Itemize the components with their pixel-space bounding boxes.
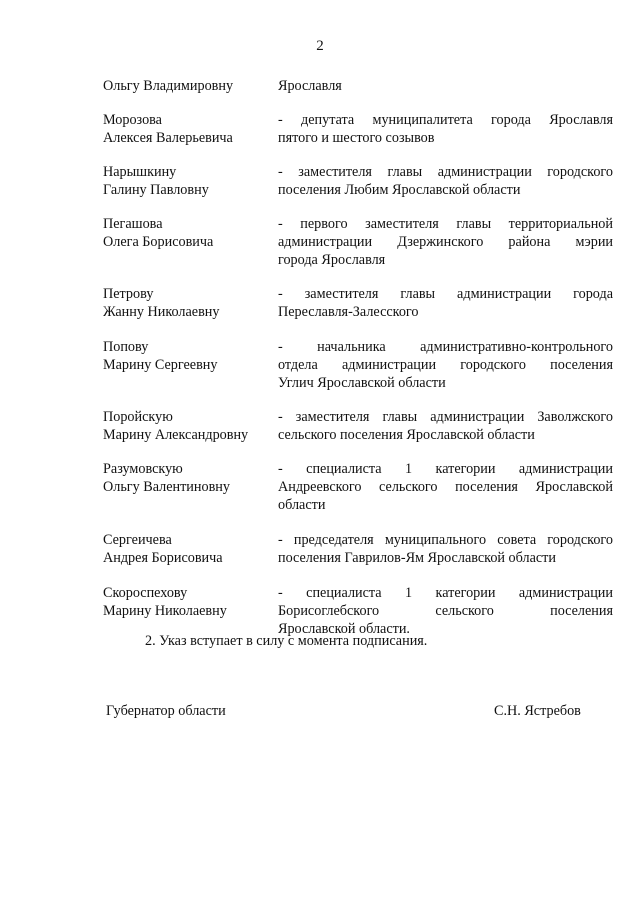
entry-position-line: Ярославля [278, 78, 342, 94]
entry-position-line: поселения Любим Ярославской области [278, 182, 521, 198]
entry-position-line: - первого заместителя главы территориальной [278, 216, 613, 232]
entry-row [103, 531, 613, 567]
entry-name [103, 408, 278, 444]
entry-position-line: города Ярославля [278, 252, 386, 268]
entry-row [103, 460, 613, 514]
entry-name-line: Алексея Валерьевича [103, 130, 233, 146]
entry-position-line: - специалиста 1 категории администрации [278, 461, 613, 477]
entry-position [278, 215, 613, 269]
entry-position [278, 285, 613, 321]
entry-position-line: Ярославской области. [278, 621, 410, 637]
appointee-list [103, 61, 613, 638]
entry-name-line: Морозова [103, 112, 162, 128]
entry-name-line: Марину Александровну [103, 427, 249, 443]
entry-name-line: Ольгу Валентиновну [103, 479, 230, 495]
entry-position [278, 460, 613, 514]
signatory-title: Губернатор области [106, 703, 226, 719]
entry-position [278, 77, 613, 95]
entry-position [278, 531, 613, 567]
entry-name [103, 584, 278, 620]
entry-position-line: пятого и шестого созывов [278, 130, 435, 146]
page-number: 2 [316, 38, 324, 54]
entry-name [103, 460, 278, 496]
entry-position-line: Андреевского сельского поселения Ярославской [278, 479, 613, 495]
entry-position-line: - заместителя главы администрации городского [278, 164, 613, 180]
entry-position-line: - председателя муниципального совета городского [278, 532, 613, 548]
entry-position-line: - заместителя главы администрации города [278, 286, 613, 302]
entry-position-line: отдела администрации городского поселения [278, 357, 613, 373]
entry-name [103, 77, 278, 95]
entry-name [103, 163, 278, 199]
entry-position-line: Углич Ярославской области [278, 375, 446, 391]
entry-name-line: Галину Павловну [103, 182, 209, 198]
entry-name-line: Скороспехову [103, 585, 188, 601]
entry-position-line: Борисоглебского сельского поселения [278, 603, 613, 619]
entry-row [103, 408, 613, 444]
entry-name-line: Сергеичева [103, 532, 172, 548]
signatory-name: С.Н. Ястребов [494, 703, 581, 719]
entry-position-line: - депутата муниципалитета города Ярославля [278, 112, 613, 128]
entry-position [278, 111, 613, 147]
entry-row [103, 584, 613, 638]
entry-name-line: Марину Сергеевну [103, 357, 218, 373]
entry-row [103, 338, 613, 392]
entry-name-line: Попову [103, 339, 149, 355]
entry-position-line: поселения Гаврилов-Ям Ярославской области [278, 550, 556, 566]
entry-name [103, 531, 278, 567]
effective-clause: 2. Указ вступает в силу с момента подписания. [145, 633, 428, 649]
entry-position-line: - начальника административно-контрольного [278, 339, 613, 355]
entry-position-line: Переславля-Залесского [278, 304, 419, 320]
entry-position [278, 584, 613, 638]
entry-name-line: Петрову [103, 286, 154, 302]
entry-position [278, 408, 613, 444]
entry-name-line: Марину Николаевну [103, 603, 227, 619]
entry-name [103, 338, 278, 374]
entry-name-line: Поройскую [103, 409, 173, 425]
entry-name-line: Разумовскую [103, 461, 183, 477]
entry-position-line: администрации Дзержинского района мэрии [278, 234, 613, 250]
entry-position-line: - заместителя главы администрации Заволжского [278, 409, 613, 425]
entry-name [103, 285, 278, 321]
entry-row [103, 215, 613, 269]
entry-position-line: - специалиста 1 категории администрации [278, 585, 613, 601]
entry-row [103, 77, 613, 95]
entry-name-line: Пегашова [103, 216, 163, 232]
entry-name-line: Олега Борисовича [103, 234, 214, 250]
entry-name [103, 111, 278, 147]
entry-row [103, 163, 613, 199]
entry-position-line: области [278, 497, 326, 513]
entry-row [103, 111, 613, 147]
entry-name [103, 215, 278, 251]
entry-name-line: Нарышкину [103, 164, 177, 180]
entry-name-line: Ольгу Владимировну [103, 78, 234, 94]
entry-name-line: Жанну Николаевну [103, 304, 220, 320]
entry-position-line: сельского поселения Ярославской области [278, 427, 535, 443]
entry-name-line: Андрея Борисовича [103, 550, 223, 566]
entry-row [103, 285, 613, 321]
entry-position [278, 163, 613, 199]
entry-position [278, 338, 613, 392]
